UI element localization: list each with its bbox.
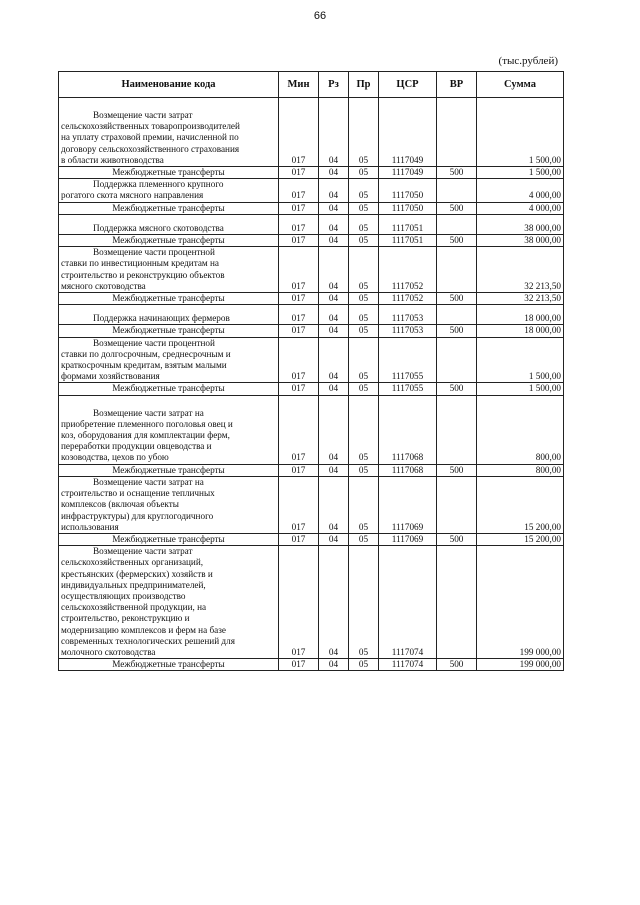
name-line: современных технологических решений для bbox=[61, 635, 235, 646]
cell-csr: 1117052 bbox=[379, 293, 437, 305]
name-line: Возмещение части затрат на bbox=[93, 407, 204, 418]
name-line: Возмещение части затрат bbox=[93, 110, 193, 120]
cell-name bbox=[59, 202, 279, 214]
name-line: Поддержка племенного крупного bbox=[93, 179, 224, 190]
name-line: сельскохозяйственных организаций, bbox=[61, 557, 204, 568]
cell-pr: 05 bbox=[349, 546, 379, 659]
cell-min: 017 bbox=[279, 476, 319, 533]
cell-rz: 04 bbox=[319, 214, 349, 234]
name-line: индивидуальных предпринимателей, bbox=[61, 579, 206, 590]
cell-pr: 05 bbox=[349, 305, 379, 325]
cell-sum: 15 200,00 bbox=[477, 533, 564, 545]
cell-rz: 04 bbox=[319, 305, 349, 325]
transfer-row bbox=[59, 235, 564, 247]
cell-sum: 38 000,00 bbox=[477, 214, 564, 234]
name-line: Межбюджетные трансферты bbox=[112, 202, 225, 213]
cell-name bbox=[59, 98, 279, 167]
name-line: на уплату страховой премии, начисленной по bbox=[61, 132, 239, 143]
cell-sum: 4 000,00 bbox=[477, 179, 564, 202]
cell-csr: 1117053 bbox=[379, 325, 437, 337]
cell-min: 017 bbox=[279, 214, 319, 234]
cell-vr bbox=[437, 395, 477, 464]
cell-csr: 1117074 bbox=[379, 659, 437, 671]
cell-sum: 18 000,00 bbox=[477, 325, 564, 337]
cell-name bbox=[59, 659, 279, 671]
cell-name bbox=[59, 383, 279, 395]
header-pr: Пр bbox=[349, 72, 379, 98]
cell-rz: 04 bbox=[319, 202, 349, 214]
cell-rz: 04 bbox=[319, 247, 349, 293]
cell-sum: 800,00 bbox=[477, 464, 564, 476]
cell-csr: 1117055 bbox=[379, 337, 437, 383]
cell-min: 017 bbox=[279, 659, 319, 671]
cell-sum: 1 500,00 bbox=[477, 167, 564, 179]
table-row bbox=[59, 546, 564, 659]
cell-pr: 05 bbox=[349, 325, 379, 337]
cell-rz: 04 bbox=[319, 235, 349, 247]
table-row bbox=[59, 214, 564, 234]
cell-vr: 500 bbox=[437, 383, 477, 395]
cell-rz: 04 bbox=[319, 546, 349, 659]
cell-pr: 05 bbox=[349, 395, 379, 464]
cell-pr: 05 bbox=[349, 98, 379, 167]
cell-name bbox=[59, 305, 279, 325]
cell-name bbox=[59, 464, 279, 476]
cell-sum: 800,00 bbox=[477, 395, 564, 464]
transfer-row bbox=[59, 167, 564, 179]
cell-vr bbox=[437, 337, 477, 383]
name-line: в области животноводства bbox=[61, 154, 164, 165]
cell-name bbox=[59, 235, 279, 247]
cell-csr: 1117050 bbox=[379, 202, 437, 214]
name-line: Межбюджетные трансферты bbox=[112, 533, 225, 544]
cell-name bbox=[59, 214, 279, 234]
name-line: Возмещение части процентной bbox=[93, 247, 215, 258]
header-min: Мин bbox=[279, 72, 319, 98]
cell-min: 017 bbox=[279, 247, 319, 293]
cell-rz: 04 bbox=[319, 325, 349, 337]
name-line: строительство, реконструкцию и bbox=[61, 613, 190, 624]
name-line: Поддержка мясного скотоводства bbox=[93, 222, 224, 233]
name-line: Межбюджетные трансферты bbox=[112, 235, 225, 246]
cell-vr: 500 bbox=[437, 533, 477, 545]
cell-pr: 05 bbox=[349, 202, 379, 214]
name-line: осуществляющих производство bbox=[61, 590, 186, 601]
cell-pr: 05 bbox=[349, 464, 379, 476]
cell-rz: 04 bbox=[319, 464, 349, 476]
name-line: модернизацию комплексов и ферм на базе bbox=[61, 624, 226, 635]
cell-vr bbox=[437, 179, 477, 202]
cell-rz: 04 bbox=[319, 167, 349, 179]
name-line: приобретение племенного поголовья овец и bbox=[61, 418, 233, 429]
cell-csr: 1117068 bbox=[379, 395, 437, 464]
cell-pr: 05 bbox=[349, 476, 379, 533]
cell-csr: 1117049 bbox=[379, 167, 437, 179]
cell-sum: 1 500,00 bbox=[477, 383, 564, 395]
cell-csr: 1117051 bbox=[379, 235, 437, 247]
cell-csr: 1117069 bbox=[379, 476, 437, 533]
cell-vr: 500 bbox=[437, 202, 477, 214]
name-line: Межбюджетные трансферты bbox=[112, 659, 225, 670]
cell-csr: 1117074 bbox=[379, 546, 437, 659]
name-line: Межбюджетные трансферты bbox=[112, 464, 225, 475]
cell-pr: 05 bbox=[349, 533, 379, 545]
name-line: ставки по инвестиционным кредитам на bbox=[61, 258, 220, 269]
cell-vr bbox=[437, 214, 477, 234]
name-line: Межбюджетные трансферты bbox=[112, 167, 225, 178]
cell-pr: 05 bbox=[349, 179, 379, 202]
header-sum: Сумма bbox=[477, 72, 564, 98]
name-line: сельскохозяйственных товаропроизводителей bbox=[61, 121, 240, 132]
cell-vr: 500 bbox=[437, 659, 477, 671]
cell-vr: 500 bbox=[437, 325, 477, 337]
name-line: козоводства, цехов по убою bbox=[61, 452, 169, 463]
transfer-row bbox=[59, 202, 564, 214]
cell-sum: 18 000,00 bbox=[477, 305, 564, 325]
name-line: инфраструктуры) для круглогодичного bbox=[61, 510, 214, 521]
cell-rz: 04 bbox=[319, 98, 349, 167]
cell-min: 017 bbox=[279, 395, 319, 464]
cell-pr: 05 bbox=[349, 167, 379, 179]
cell-sum: 32 213,50 bbox=[477, 293, 564, 305]
cell-vr: 500 bbox=[437, 235, 477, 247]
transfer-row bbox=[59, 383, 564, 395]
cell-rz: 04 bbox=[319, 179, 349, 202]
table-row bbox=[59, 337, 564, 383]
header-vr: ВР bbox=[437, 72, 477, 98]
table-row bbox=[59, 247, 564, 293]
cell-min: 017 bbox=[279, 179, 319, 202]
cell-vr bbox=[437, 98, 477, 167]
header-rz: Рз bbox=[319, 72, 349, 98]
cell-rz: 04 bbox=[319, 395, 349, 464]
name-line: использования bbox=[61, 521, 119, 532]
cell-vr: 500 bbox=[437, 464, 477, 476]
cell-rz: 04 bbox=[319, 293, 349, 305]
name-line: Поддержка начинающих фермеров bbox=[93, 313, 230, 324]
cell-name bbox=[59, 337, 279, 383]
transfer-row bbox=[59, 533, 564, 545]
transfer-row bbox=[59, 325, 564, 337]
table-row bbox=[59, 305, 564, 325]
cell-csr: 1117052 bbox=[379, 247, 437, 293]
name-line: Возмещение части процентной bbox=[93, 337, 215, 348]
cell-csr: 1117055 bbox=[379, 383, 437, 395]
name-line: Межбюджетные трансферты bbox=[112, 325, 225, 336]
name-line: Межбюджетные трансферты bbox=[112, 293, 225, 304]
cell-min: 017 bbox=[279, 293, 319, 305]
cell-csr: 1117049 bbox=[379, 98, 437, 167]
units-label: (тыс.рублей) bbox=[498, 55, 558, 67]
table-row bbox=[59, 395, 564, 464]
cell-sum: 4 000,00 bbox=[477, 202, 564, 214]
cell-min: 017 bbox=[279, 464, 319, 476]
name-line: Возмещение части затрат bbox=[93, 546, 193, 557]
cell-csr: 1117053 bbox=[379, 305, 437, 325]
cell-csr: 1117051 bbox=[379, 214, 437, 234]
cell-pr: 05 bbox=[349, 235, 379, 247]
transfer-row bbox=[59, 293, 564, 305]
cell-name bbox=[59, 167, 279, 179]
transfer-row bbox=[59, 464, 564, 476]
cell-min: 017 bbox=[279, 167, 319, 179]
name-line: строительство и оснащение тепличных bbox=[61, 488, 215, 499]
name-line: формами хозяйствования bbox=[61, 371, 160, 382]
name-line: коз, оборудования для комплектации ферм, bbox=[61, 430, 230, 441]
cell-name bbox=[59, 293, 279, 305]
cell-sum: 199 000,00 bbox=[477, 659, 564, 671]
cell-min: 017 bbox=[279, 235, 319, 247]
cell-vr: 500 bbox=[437, 293, 477, 305]
cell-sum: 199 000,00 bbox=[477, 546, 564, 659]
cell-pr: 05 bbox=[349, 337, 379, 383]
name-line: комплексов (включая объекты bbox=[61, 499, 179, 510]
name-line: мясного скотоводства bbox=[61, 280, 146, 291]
transfer-row bbox=[59, 659, 564, 671]
header-name: Наименование кода bbox=[59, 72, 279, 98]
cell-name bbox=[59, 247, 279, 293]
cell-pr: 05 bbox=[349, 383, 379, 395]
cell-min: 017 bbox=[279, 383, 319, 395]
cell-pr: 05 bbox=[349, 247, 379, 293]
cell-min: 017 bbox=[279, 202, 319, 214]
header-csr: ЦСР bbox=[379, 72, 437, 98]
name-line: переработки продукции овцеводства и bbox=[61, 441, 212, 452]
table-row bbox=[59, 179, 564, 202]
cell-sum: 1 500,00 bbox=[477, 98, 564, 167]
cell-min: 017 bbox=[279, 533, 319, 545]
cell-name bbox=[59, 533, 279, 545]
name-line: крестьянских (фермерских) хозяйств и bbox=[61, 568, 213, 579]
name-line: молочного скотоводства bbox=[61, 646, 156, 657]
cell-vr bbox=[437, 546, 477, 659]
cell-pr: 05 bbox=[349, 659, 379, 671]
name-line: краткосрочным кредитам, взятым малыми bbox=[61, 360, 227, 371]
cell-min: 017 bbox=[279, 337, 319, 383]
table-row bbox=[59, 98, 564, 167]
name-line: сельскохозяйственной продукции, на bbox=[61, 602, 207, 613]
table-header-row bbox=[59, 72, 564, 98]
cell-sum: 1 500,00 bbox=[477, 337, 564, 383]
name-line: Межбюджетные трансферты bbox=[112, 383, 225, 394]
cell-min: 017 bbox=[279, 98, 319, 167]
cell-rz: 04 bbox=[319, 383, 349, 395]
name-line: ставки по долгосрочным, среднесрочным и bbox=[61, 348, 231, 359]
budget-table bbox=[58, 71, 564, 671]
cell-pr: 05 bbox=[349, 293, 379, 305]
cell-min: 017 bbox=[279, 546, 319, 659]
cell-name bbox=[59, 179, 279, 202]
cell-sum: 15 200,00 bbox=[477, 476, 564, 533]
cell-csr: 1117068 bbox=[379, 464, 437, 476]
table-row bbox=[59, 476, 564, 533]
name-line: договору сельскохозяйственного страхования bbox=[61, 143, 240, 154]
cell-min: 017 bbox=[279, 305, 319, 325]
cell-rz: 04 bbox=[319, 476, 349, 533]
name-line: Возмещение части затрат на bbox=[93, 476, 204, 487]
cell-sum: 32 213,50 bbox=[477, 247, 564, 293]
cell-rz: 04 bbox=[319, 533, 349, 545]
name-line: строительство и реконструкцию объектов bbox=[61, 269, 225, 280]
name-line: рогатого скота мясного направления bbox=[61, 190, 204, 201]
cell-name bbox=[59, 546, 279, 659]
cell-name bbox=[59, 395, 279, 464]
cell-pr: 05 bbox=[349, 214, 379, 234]
page-number: 66 bbox=[313, 10, 327, 22]
cell-vr bbox=[437, 305, 477, 325]
cell-sum: 38 000,00 bbox=[477, 235, 564, 247]
cell-rz: 04 bbox=[319, 659, 349, 671]
cell-name bbox=[59, 476, 279, 533]
cell-name bbox=[59, 325, 279, 337]
cell-vr: 500 bbox=[437, 167, 477, 179]
cell-vr bbox=[437, 476, 477, 533]
cell-min: 017 bbox=[279, 325, 319, 337]
table-body bbox=[59, 98, 564, 671]
cell-csr: 1117050 bbox=[379, 179, 437, 202]
cell-csr: 1117069 bbox=[379, 533, 437, 545]
cell-vr bbox=[437, 247, 477, 293]
cell-rz: 04 bbox=[319, 337, 349, 383]
